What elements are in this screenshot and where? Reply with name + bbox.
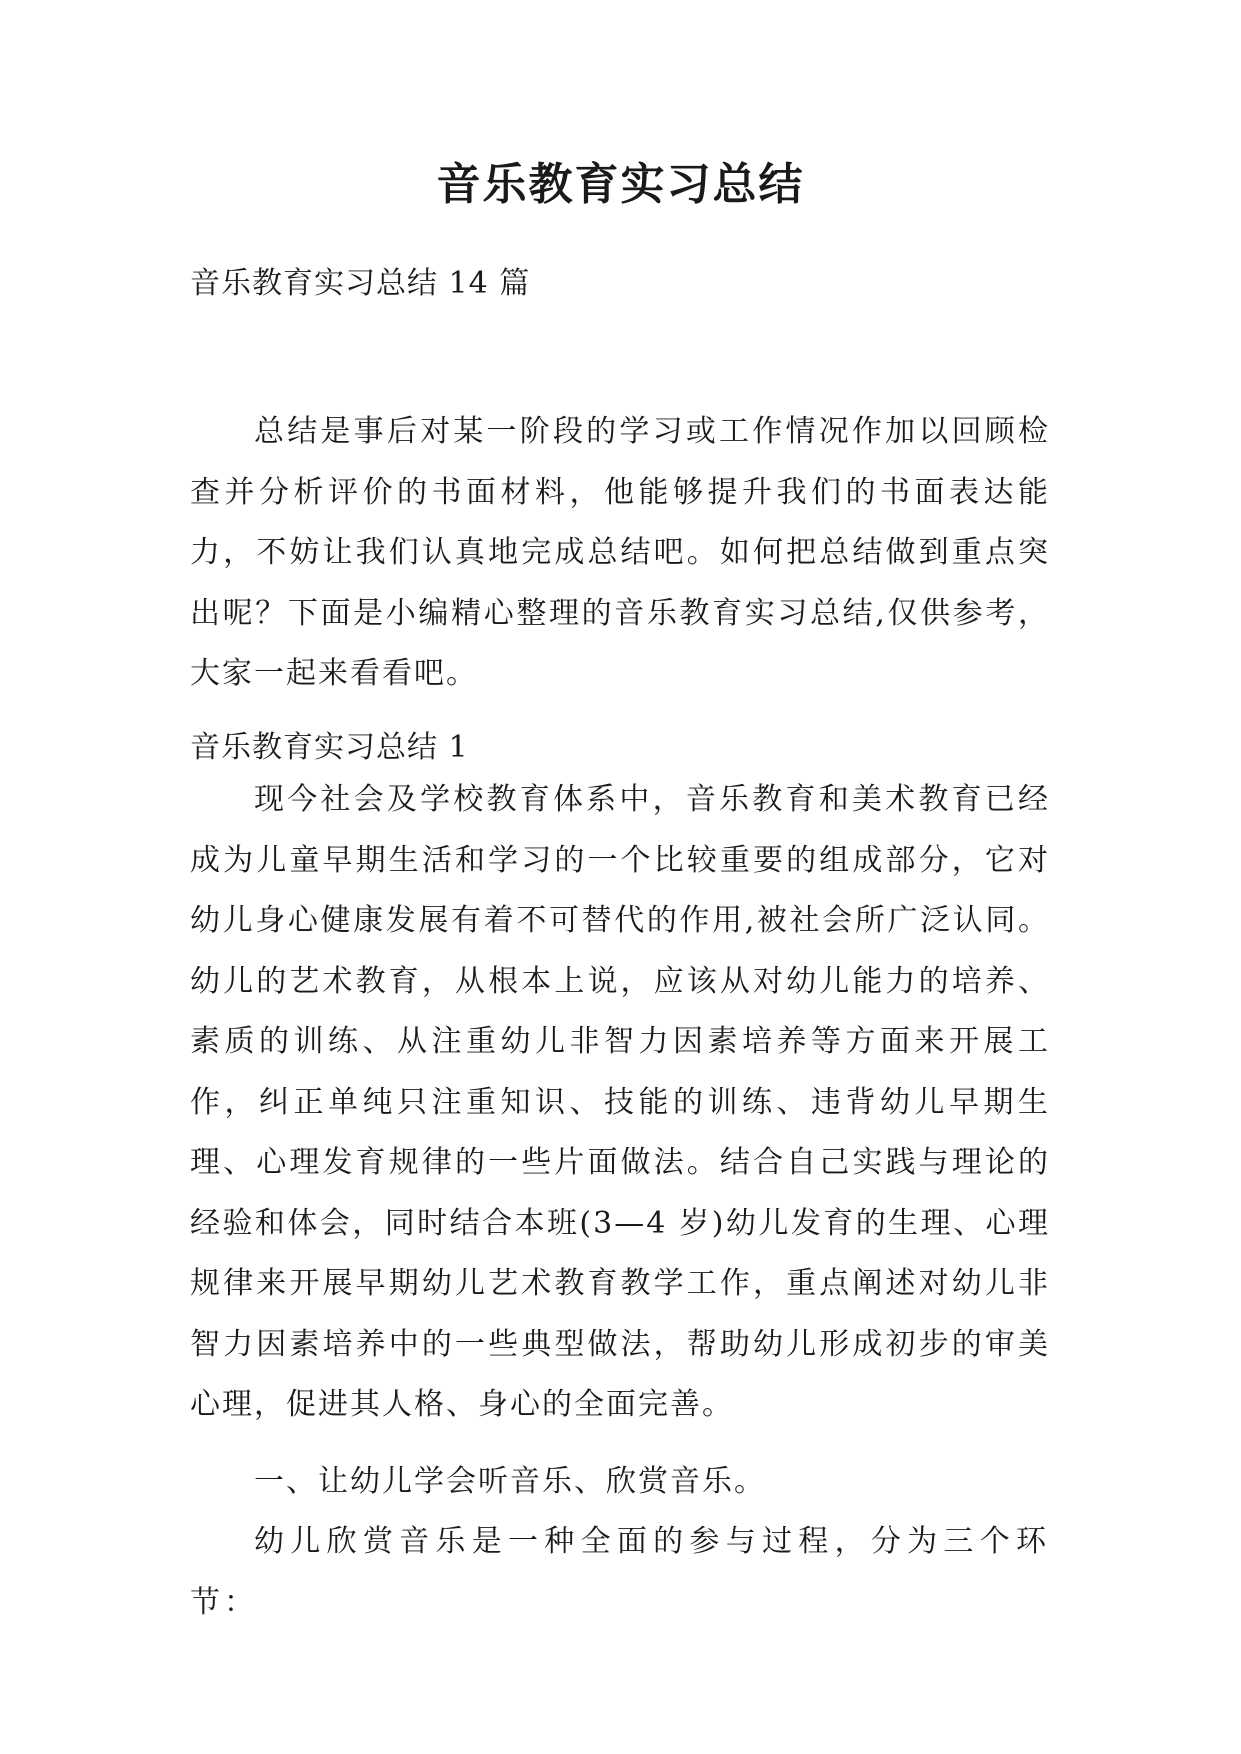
point-heading: 一、让幼儿学会听音乐、欣赏音乐。: [254, 1464, 766, 1499]
intro-paragraph: 总结是事后对某一阶段的学习或工作情况作加以回顾检查并分析评价的书面材料，他能够提升我们的书面表达能力，不妨让我们认真地完成总结吧。如何把总结做到重点突出呢？下面是小编精心整理的音乐教育实习总结,仅供参考，大家一起来看看吧。: [190, 414, 1050, 691]
section-heading: 音乐教育实习总结 1: [190, 730, 469, 765]
document-title: 音乐教育实习总结: [436, 159, 805, 210]
document-subtitle: 音乐教育实习总结 14 篇: [190, 266, 531, 301]
point-body-paragraph: 幼儿欣赏音乐是一种全面的参与过程，分为三个环节：: [190, 1524, 1050, 1620]
section-body-paragraph: 现今社会及学校教育体系中，音乐教育和美术教育已经成为儿童早期生活和学习的一个比较重要的组成部分，它对幼儿身心健康发展有着不可替代的作用,被社会所广泛认同。幼儿的艺术教育，从根本上说，应该从对幼儿能力的培养、素质的训练、从注重幼儿非智力因素培养等方面来开展工作，纠正单纯只注重知识、技能的训练、违背幼儿早期生理、心理发育规律的一些片面做法。结合自己实践与理论的经验和体会，同时结合本班(3—4 岁)幼儿发育的生理、心理规律来开展早期幼儿艺术教育教学工作，重点阐述对幼儿非智力因素培养中的一些典型做法，帮助幼儿形成初步的审美心理，促进其人格、身心的全面完善。: [190, 782, 1050, 1422]
